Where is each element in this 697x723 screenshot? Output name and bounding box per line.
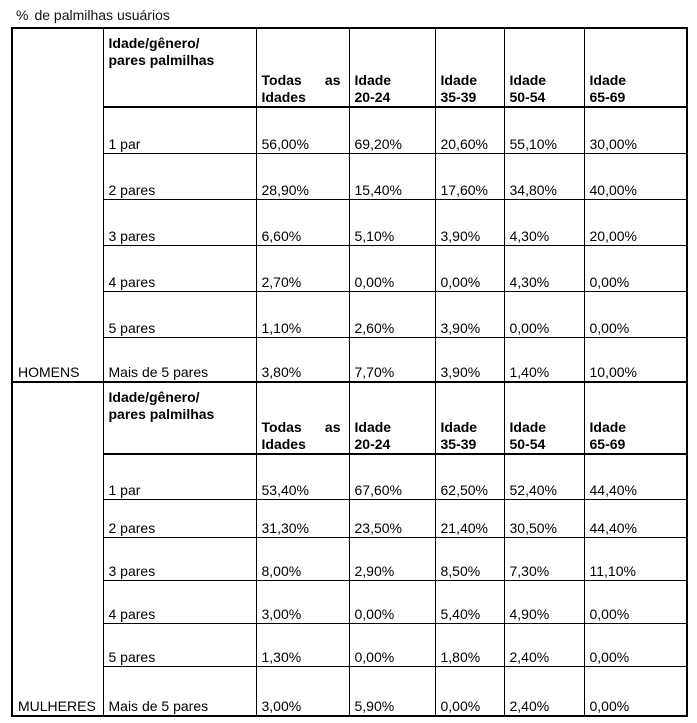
cell-20-24: 69,20% — [349, 107, 435, 153]
cell-20-24: 2,90% — [349, 537, 435, 580]
cell-50-54: 4,30% — [504, 245, 584, 291]
cell-65-69: 0,00% — [584, 291, 687, 337]
row-label: 2 pares — [103, 153, 256, 199]
header-age-20-24: Idade 20-24 — [349, 28, 435, 107]
cell-50-54: 34,80% — [504, 153, 584, 199]
caption-text: de palmilhas usuários — [34, 7, 170, 23]
cell-50-54: 30,50% — [504, 499, 584, 537]
cell-35-39: 5,40% — [435, 580, 504, 623]
men-section — [12, 28, 687, 382]
women-section — [12, 382, 687, 716]
cell-65-69: 0,00% — [584, 580, 687, 623]
header-age-20-24: Idade 20-24 — [349, 382, 435, 454]
row-label: 5 pares — [103, 623, 256, 666]
cell-todas: 56,00% — [256, 107, 349, 153]
group-label-men: HOMENS — [12, 28, 103, 382]
cell-50-54: 0,00% — [504, 291, 584, 337]
table-row — [12, 537, 687, 580]
cell-35-39: 62,50% — [435, 454, 504, 499]
cell-todas: 6,60% — [256, 199, 349, 245]
cell-35-39: 20,60% — [435, 107, 504, 153]
row-label: 5 pares — [103, 291, 256, 337]
cell-35-39: 1,80% — [435, 623, 504, 666]
cell-50-54: 4,30% — [504, 199, 584, 245]
cell-65-69: 30,00% — [584, 107, 687, 153]
row-label: Mais de 5 pares — [103, 666, 256, 716]
header-age-65-69: Idade 65-69 — [584, 28, 687, 107]
cell-todas: 2,70% — [256, 245, 349, 291]
cell-35-39: 21,40% — [435, 499, 504, 537]
cell-65-69: 44,40% — [584, 499, 687, 537]
cell-65-69: 40,00% — [584, 153, 687, 199]
table-row — [12, 666, 687, 716]
table-row — [12, 291, 687, 337]
header-todas-idades: Todas as Idades — [256, 28, 349, 107]
header-age-35-39: Idade 35-39 — [435, 28, 504, 107]
cell-20-24: 0,00% — [349, 580, 435, 623]
cell-50-54: 52,40% — [504, 454, 584, 499]
cell-todas: 1,30% — [256, 623, 349, 666]
table-row — [12, 454, 687, 499]
cell-65-69: 0,00% — [584, 623, 687, 666]
header-age-50-54: Idade 50-54 — [504, 28, 584, 107]
cell-todas: 3,80% — [256, 337, 349, 382]
row-label: Mais de 5 pares — [103, 337, 256, 382]
row-label: 1 par — [103, 454, 256, 499]
caption-percent-sign: % — [16, 7, 29, 23]
group-label-women: MULHERES — [12, 382, 103, 716]
header-todas-idades: Todas as Idades — [256, 382, 349, 454]
cell-35-39: 0,00% — [435, 666, 504, 716]
cell-65-69: 0,00% — [584, 666, 687, 716]
cell-todas: 31,30% — [256, 499, 349, 537]
header-age-35-39: Idade 35-39 — [435, 382, 504, 454]
table-row — [12, 337, 687, 382]
cell-65-69: 0,00% — [584, 245, 687, 291]
cell-65-69: 10,00% — [584, 337, 687, 382]
cell-20-24: 2,60% — [349, 291, 435, 337]
cell-todas: 3,00% — [256, 580, 349, 623]
cell-50-54: 2,40% — [504, 623, 584, 666]
header-row-label: Idade/gênero/ pares palmilhas — [103, 382, 256, 454]
cell-35-39: 3,90% — [435, 337, 504, 382]
cell-35-39: 17,60% — [435, 153, 504, 199]
cell-35-39: 0,00% — [435, 245, 504, 291]
table-row — [12, 199, 687, 245]
row-label: 2 pares — [103, 499, 256, 537]
cell-20-24: 23,50% — [349, 499, 435, 537]
insoles-usage-table — [11, 27, 688, 717]
table-caption — [16, 7, 170, 23]
cell-20-24: 15,40% — [349, 153, 435, 199]
cell-50-54: 1,40% — [504, 337, 584, 382]
women-header-row — [12, 382, 687, 454]
cell-35-39: 3,90% — [435, 199, 504, 245]
cell-20-24: 0,00% — [349, 623, 435, 666]
header-age-65-69: Idade 65-69 — [584, 382, 687, 454]
cell-20-24: 0,00% — [349, 245, 435, 291]
table-row — [12, 580, 687, 623]
row-label: 3 pares — [103, 199, 256, 245]
table-row — [12, 499, 687, 537]
cell-20-24: 67,60% — [349, 454, 435, 499]
cell-65-69: 11,10% — [584, 537, 687, 580]
cell-50-54: 4,90% — [504, 580, 584, 623]
table-row — [12, 153, 687, 199]
cell-20-24: 7,70% — [349, 337, 435, 382]
row-label: 1 par — [103, 107, 256, 153]
row-label: 4 pares — [103, 245, 256, 291]
cell-35-39: 3,90% — [435, 291, 504, 337]
cell-35-39: 8,50% — [435, 537, 504, 580]
cell-todas: 53,40% — [256, 454, 349, 499]
row-label: 3 pares — [103, 537, 256, 580]
row-label: 4 pares — [103, 580, 256, 623]
cell-todas: 28,90% — [256, 153, 349, 199]
cell-todas: 1,10% — [256, 291, 349, 337]
table-row — [12, 245, 687, 291]
cell-20-24: 5,90% — [349, 666, 435, 716]
header-row-label: Idade/gênero/ pares palmilhas — [103, 28, 256, 107]
cell-50-54: 7,30% — [504, 537, 584, 580]
cell-todas: 8,00% — [256, 537, 349, 580]
cell-50-54: 55,10% — [504, 107, 584, 153]
header-age-50-54: Idade 50-54 — [504, 382, 584, 454]
cell-20-24: 5,10% — [349, 199, 435, 245]
men-header-row — [12, 28, 687, 107]
cell-65-69: 44,40% — [584, 454, 687, 499]
table-row — [12, 107, 687, 153]
cell-50-54: 2,40% — [504, 666, 584, 716]
cell-todas: 3,00% — [256, 666, 349, 716]
table-row — [12, 623, 687, 666]
cell-65-69: 20,00% — [584, 199, 687, 245]
